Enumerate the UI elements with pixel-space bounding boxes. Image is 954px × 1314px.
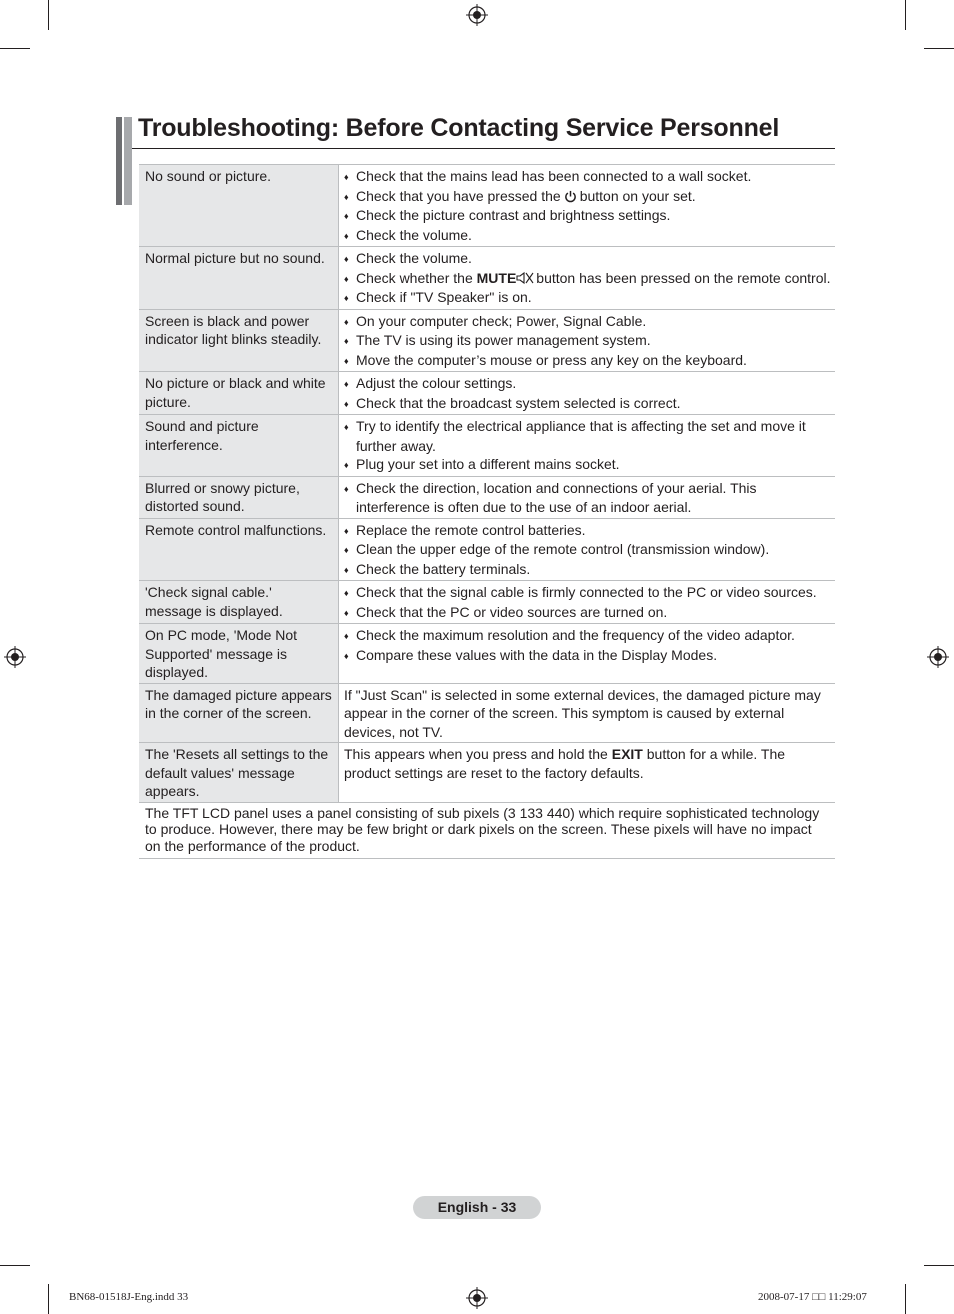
mute-icon (516, 271, 534, 285)
bullet-item: ♦ Check that the broadcast system selected is correct. (344, 394, 681, 411)
bullet-item: ♦ Compare these values with the data in the Display Modes. (344, 646, 718, 663)
crop-mark (905, 0, 906, 30)
table-row (139, 743, 835, 803)
bullet-item: ♦ Replace the remote control batteries. (344, 521, 586, 538)
title-accent-bar (116, 117, 122, 205)
print-timestamp: 2008-07-17 □□ 11:29:07 (758, 1291, 867, 1303)
troubleshooting-table (139, 164, 835, 859)
bullet-item: ♦ Check that the signal cable is firmly connected to the PC or video sources. (344, 584, 817, 600)
bullet-item: ♦ Clean the upper edge of the remote control (transmission window). (344, 541, 770, 557)
bullet-item: ♦ Check the volume. (344, 226, 472, 243)
solution-cell: This appears when you press and hold the EXIT button for a while. The product settings are reset to the factory defaults. (339, 743, 836, 803)
bullet-item: ♦ On your computer check; Power, Signal Cable. (344, 312, 647, 329)
bullet-item: ♦ Try to identify the electrical appliance that is affecting the set and move it further away. (344, 418, 806, 454)
problem-cell: The damaged picture appears in the corner of the screen. (139, 683, 339, 743)
solution-cell: If "Just Scan" is selected in some external devices, the damaged picture may appear in the corner of the screen. This symptom is caused by external devices, not TV. (339, 683, 836, 743)
registration-mark-icon (4, 646, 26, 668)
crop-mark (48, 1284, 49, 1314)
print-file-name: BN68-01518J-Eng.indd 33 (69, 1291, 189, 1303)
solution-cell (339, 581, 836, 624)
bullet-item: ♦ Move the computer’s mouse or press any key on the keyboard. (344, 351, 747, 368)
registration-mark-icon (927, 646, 949, 668)
table-row (139, 247, 835, 310)
mute-label: MUTE (476, 269, 517, 286)
problem-cell: Blurred or snowy picture, distorted sound. (139, 476, 339, 518)
lcd-panel-note: The TFT LCD panel uses a panel consisting of sub pixels (3 133 440) which require sophisticated technology to produce. However, there may be few bright or dark pixels on the screen. These pixels will have no impact on the performance of the product. (139, 802, 835, 859)
table-row (139, 518, 835, 581)
problem-cell: Screen is black and power indicator light blinks steadily. (139, 309, 339, 372)
registration-mark-icon (466, 4, 488, 26)
crop-mark (48, 0, 49, 30)
problem-cell: Remote control malfunctions. (139, 518, 339, 581)
solution-cell (339, 415, 836, 477)
exit-label: EXIT (611, 746, 643, 762)
bullet-item: ♦ The TV is using its power management system. (344, 332, 651, 348)
crop-mark (0, 48, 30, 49)
problem-cell: No sound or picture. (139, 165, 339, 247)
table-row (139, 309, 835, 372)
solution-cell (339, 624, 836, 684)
bullet-item: ♦ Check the picture contrast and brightness settings. (344, 207, 671, 223)
bullet-item: ♦ Plug your set into a different mains socket. (344, 456, 620, 472)
bullet-item: ♦ Adjust the colour settings. (344, 375, 517, 391)
solution-cell (339, 165, 836, 247)
problem-cell: On PC mode, 'Mode Not Supported' message is displayed. (139, 624, 339, 684)
solution-cell (339, 476, 836, 518)
bullet-item: ♦ Check that you have pressed the button on your set. (344, 187, 696, 204)
table-row (139, 415, 835, 477)
bullet-item: ♦ Check the volume. (344, 250, 472, 266)
problem-cell: Normal picture but no sound. (139, 247, 339, 310)
table-row (139, 476, 835, 518)
solution-cell (339, 309, 836, 372)
bullet-item: ♦ Check if "TV Speaker" is on. (344, 289, 532, 305)
page-title: Troubleshooting: Before Contacting Service Personnel (138, 114, 780, 142)
registration-mark-icon (466, 1287, 488, 1309)
crop-mark (924, 48, 954, 49)
problem-cell: 'Check signal cable.' message is displayed. (139, 581, 339, 624)
crop-mark (905, 1284, 906, 1314)
problem-cell: The 'Resets all settings to the default values' message appears. (139, 743, 339, 803)
table-row (139, 683, 835, 743)
table-row (139, 372, 835, 415)
solution-cell (339, 372, 836, 415)
crop-mark (0, 1265, 30, 1266)
power-icon (564, 190, 577, 203)
bullet-item: ♦ Check whether the MUTE button has been pressed on the remote control. (344, 269, 831, 286)
problem-cell: No picture or black and white picture. (139, 372, 339, 415)
title-rule (132, 148, 835, 149)
table-row (139, 624, 835, 684)
bullet-item: ♦ Check the maximum resolution and the frequency of the video adaptor. (344, 627, 795, 643)
bullet-item: ♦ Check that the mains lead has been connected to a wall socket. (344, 168, 752, 184)
problem-cell: Sound and picture interference. (139, 415, 339, 477)
title-accent-bar (124, 117, 132, 205)
bullet-item: ♦ Check the direction, location and connections of your aerial. This interference is often due to the use of an indoor aerial. (344, 479, 757, 515)
table-row (139, 165, 835, 247)
table-row (139, 802, 835, 859)
solution-cell (339, 518, 836, 581)
page-number-badge: English - 33 (413, 1196, 541, 1219)
solution-cell (339, 247, 836, 310)
table-row (139, 581, 835, 624)
bullet-item: ♦ Check that the PC or video sources are turned on. (344, 603, 668, 620)
crop-mark (924, 1265, 954, 1266)
bullet-item: ♦ Check the battery terminals. (344, 560, 531, 577)
